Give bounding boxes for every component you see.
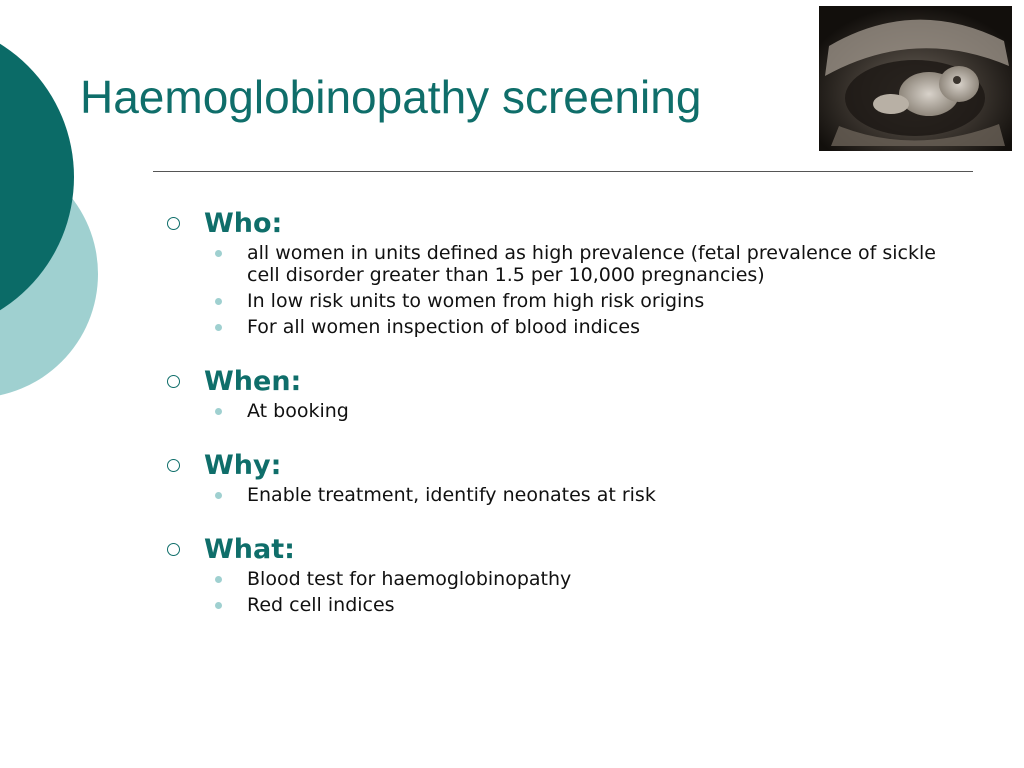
list-item: At booking [215,400,985,422]
dot-bullet-icon [215,324,222,331]
ring-bullet-icon [167,459,180,472]
dot-bullet-icon [215,408,222,415]
slide-title: Haemoglobinopathy screening [80,71,702,123]
ultrasound-image [819,6,1012,151]
ring-bullet-icon [167,543,180,556]
bullet-content [165,204,985,640]
dot-bullet-icon [215,602,222,609]
ring-bullet-icon [167,375,180,388]
list-item: all women in units defined as high prevalence (fetal prevalence of sickle cell disorder greater than 1.5 per 10,000 pregnancies) [215,242,985,286]
section-heading: Why: [204,449,282,481]
list-item: In low risk units to women from high risk origins [215,290,985,312]
section-heading: When: [204,365,302,397]
section-heading: Who: [204,207,283,239]
dot-bullet-icon [215,250,222,257]
list-item: Blood test for haemoglobinopathy [215,568,985,590]
section-what [165,530,985,616]
dot-bullet-icon [215,492,222,499]
section-heading: What: [204,533,295,565]
list-item: For all women inspection of blood indices [215,316,985,338]
section-who [165,204,985,338]
section-why [165,446,985,506]
dot-bullet-icon [215,576,222,583]
dot-bullet-icon [215,298,222,305]
section-when [165,362,985,422]
ring-bullet-icon [167,217,180,230]
title-divider [153,171,973,172]
list-item: Red cell indices [215,594,985,616]
list-item: Enable treatment, identify neonates at risk [215,484,985,506]
